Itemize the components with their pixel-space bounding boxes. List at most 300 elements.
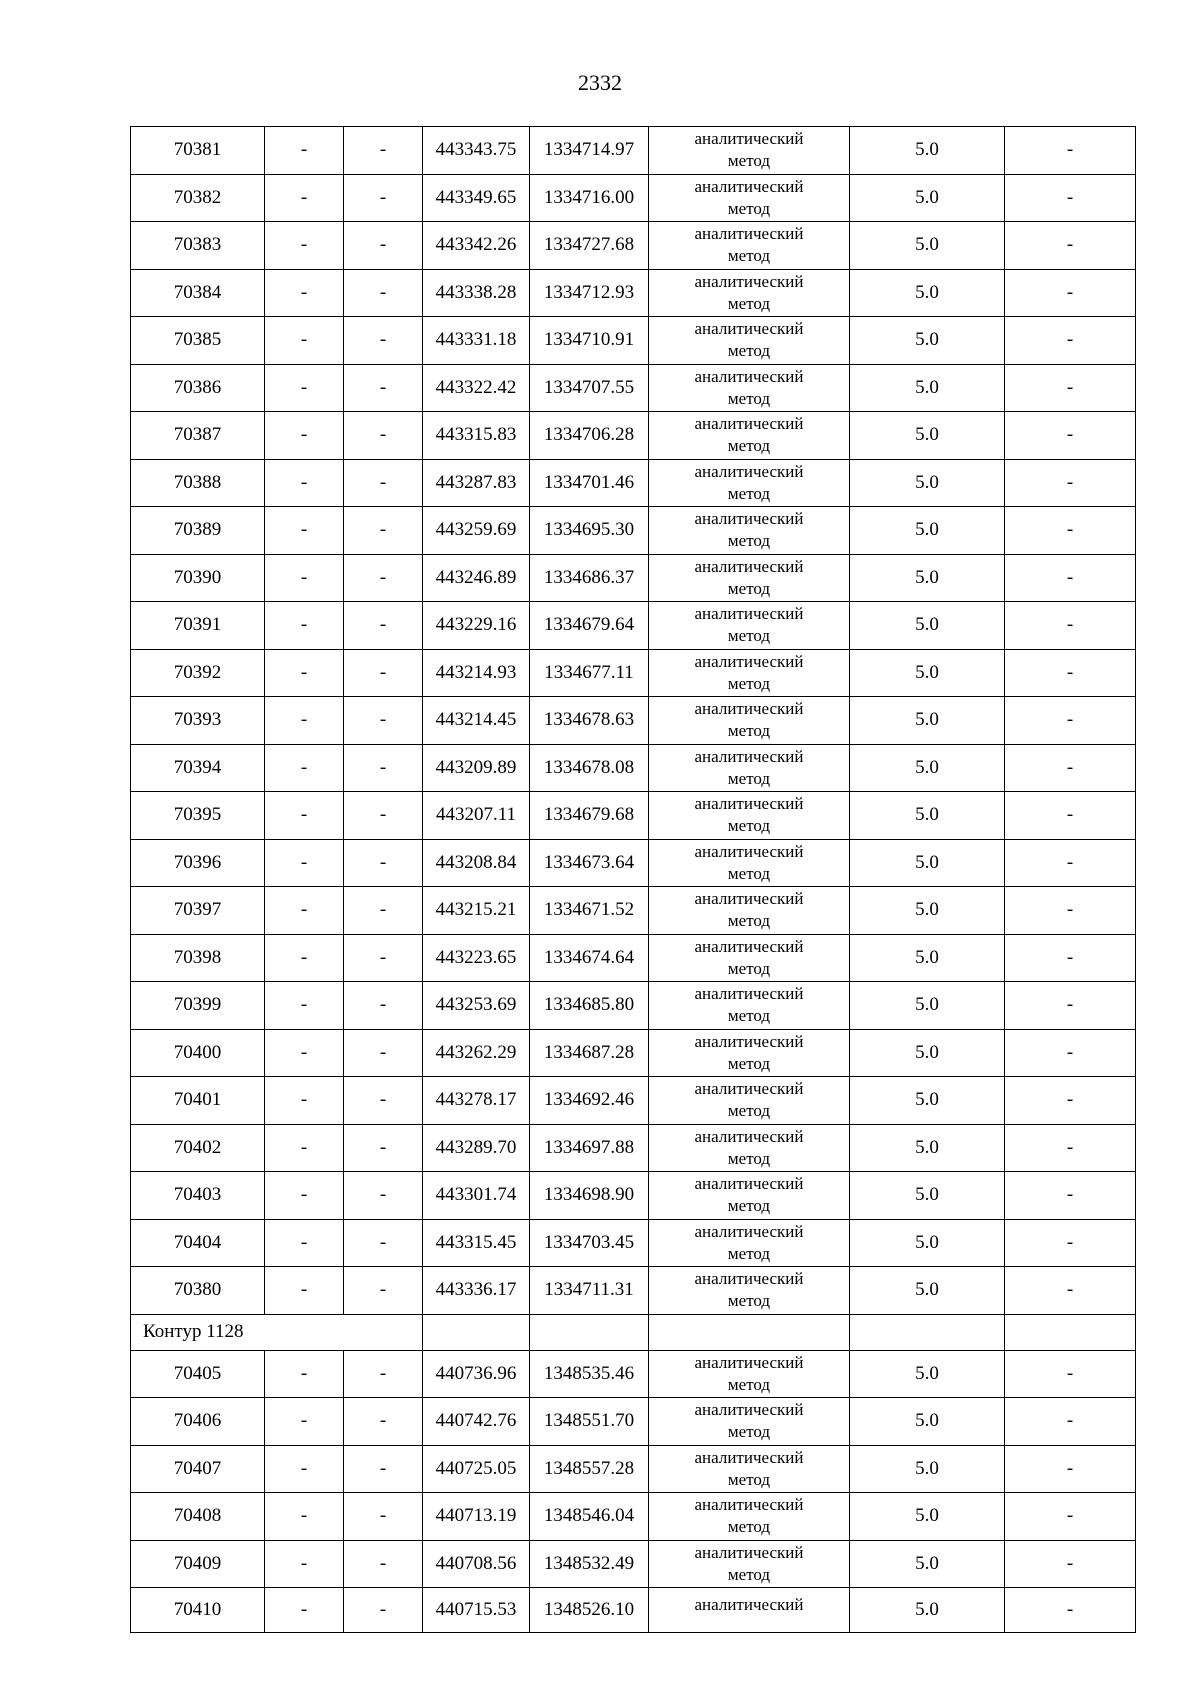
x-coordinate-cell: 443223.65 [423, 934, 530, 982]
dash-cell: - [1005, 507, 1136, 555]
method-line-2: метод [727, 1374, 771, 1394]
dash-cell: - [344, 1540, 423, 1588]
table-row [131, 1350, 1136, 1398]
x-coordinate-cell: 443278.17 [423, 1077, 530, 1125]
method-line-1: аналитический [694, 699, 804, 719]
dash-cell: - [265, 649, 344, 697]
dash-cell: - [344, 127, 423, 175]
accuracy-cell: 5.0 [850, 1219, 1005, 1267]
point-id-cell: 70398 [131, 934, 265, 982]
y-coordinate-cell: 1334679.68 [530, 792, 649, 840]
dash-cell: - [265, 934, 344, 982]
point-id-cell: 70396 [131, 839, 265, 887]
method-line-2: метод [727, 1564, 771, 1584]
y-coordinate-cell: 1334716.00 [530, 174, 649, 222]
method-line-1: аналитический [694, 414, 804, 434]
method-line-2: метод [727, 816, 771, 836]
dash-cell: - [265, 602, 344, 650]
dash-cell: - [344, 934, 423, 982]
point-id-cell: 70407 [131, 1445, 265, 1493]
method-line-2: метод [727, 1422, 771, 1442]
x-coordinate-cell: 443208.84 [423, 839, 530, 887]
table-row [131, 649, 1136, 697]
method-cell [649, 602, 850, 650]
dash-cell: - [344, 1398, 423, 1446]
method-line-1: аналитический [694, 1269, 804, 1289]
dash-cell: - [265, 459, 344, 507]
x-coordinate-cell: 443259.69 [423, 507, 530, 555]
dash-cell: - [265, 744, 344, 792]
accuracy-cell: 5.0 [850, 507, 1005, 555]
dash-cell: - [265, 364, 344, 412]
method-line-2: метод [727, 578, 771, 598]
dash-cell: - [344, 222, 423, 270]
accuracy-cell: 5.0 [850, 1124, 1005, 1172]
method-line-1: аналитический [694, 129, 804, 149]
table-row [131, 602, 1136, 650]
method-line-2: метод [727, 1469, 771, 1489]
dash-cell: - [344, 649, 423, 697]
table-row [131, 792, 1136, 840]
dash-cell: - [1005, 412, 1136, 460]
dash-cell: - [1005, 1172, 1136, 1220]
accuracy-cell: 5.0 [850, 364, 1005, 412]
method-cell [649, 649, 850, 697]
point-id-cell: 70392 [131, 649, 265, 697]
dash-cell: - [1005, 649, 1136, 697]
method-line-2: метод [727, 911, 771, 931]
y-coordinate-cell: 1334701.46 [530, 459, 649, 507]
dash-cell: - [1005, 554, 1136, 602]
point-id-cell: 70389 [131, 507, 265, 555]
accuracy-cell: 5.0 [850, 1588, 1005, 1633]
method-cell [649, 1398, 850, 1446]
method-line-2: метод [727, 673, 771, 693]
method-cell [649, 459, 850, 507]
x-coordinate-cell: 440742.76 [423, 1398, 530, 1446]
x-coordinate-cell: 443343.75 [423, 127, 530, 175]
method-line-1: аналитический [694, 1126, 804, 1146]
x-coordinate-cell: 443349.65 [423, 174, 530, 222]
method-line-2: метод [727, 1243, 771, 1263]
dash-cell: - [344, 744, 423, 792]
dash-cell: - [1005, 1493, 1136, 1541]
method-line-1: аналитический [694, 1352, 804, 1372]
table-row [131, 222, 1136, 270]
dash-cell: - [1005, 1267, 1136, 1315]
table-row [131, 412, 1136, 460]
table-row [131, 1124, 1136, 1172]
method-line-1: аналитический [694, 746, 804, 766]
dash-cell: - [344, 269, 423, 317]
x-coordinate-cell: 440736.96 [423, 1350, 530, 1398]
method-cell [649, 1219, 850, 1267]
method-line-1: аналитический [694, 1495, 804, 1515]
point-id-cell: 70395 [131, 792, 265, 840]
method-cell [649, 1077, 850, 1125]
method-cell [649, 1588, 850, 1633]
method-line-2: метод [727, 436, 771, 456]
dash-cell: - [265, 839, 344, 887]
accuracy-cell: 5.0 [850, 554, 1005, 602]
method-cell [649, 1540, 850, 1588]
accuracy-cell: 5.0 [850, 839, 1005, 887]
dash-cell: - [265, 507, 344, 555]
method-line-2: метод [727, 863, 771, 883]
coordinates-table [130, 126, 1136, 1633]
dash-cell: - [344, 459, 423, 507]
accuracy-cell: 5.0 [850, 1493, 1005, 1541]
table-row [131, 127, 1136, 175]
point-id-cell: 70394 [131, 744, 265, 792]
x-coordinate-cell: 440725.05 [423, 1445, 530, 1493]
table-row [131, 174, 1136, 222]
dash-cell: - [1005, 602, 1136, 650]
point-id-cell: 70382 [131, 174, 265, 222]
dash-cell: - [344, 1350, 423, 1398]
dash-cell: - [1005, 1124, 1136, 1172]
method-line-1: аналитический [694, 1595, 804, 1614]
dash-cell: - [1005, 982, 1136, 1030]
point-id-cell: 70402 [131, 1124, 265, 1172]
method-line-1: аналитический [694, 1542, 804, 1562]
dash-cell: - [265, 1219, 344, 1267]
point-id-cell: 70386 [131, 364, 265, 412]
accuracy-cell: 5.0 [850, 222, 1005, 270]
table-row [131, 459, 1136, 507]
empty-cell [1005, 1314, 1136, 1350]
dash-cell: - [1005, 887, 1136, 935]
dash-cell: - [344, 602, 423, 650]
method-line-1: аналитический [694, 651, 804, 671]
dash-cell: - [344, 364, 423, 412]
dash-cell: - [344, 887, 423, 935]
y-coordinate-cell: 1348526.10 [530, 1588, 649, 1633]
accuracy-cell: 5.0 [850, 792, 1005, 840]
dash-cell: - [1005, 317, 1136, 365]
method-line-1: аналитический [694, 794, 804, 814]
dash-cell: - [344, 174, 423, 222]
method-line-1: аналитический [694, 1079, 804, 1099]
method-line-1: аналитический [694, 1221, 804, 1241]
dash-cell: - [344, 1493, 423, 1541]
dash-cell: - [265, 269, 344, 317]
x-coordinate-cell: 443336.17 [423, 1267, 530, 1315]
x-coordinate-cell: 443342.26 [423, 222, 530, 270]
y-coordinate-cell: 1334711.31 [530, 1267, 649, 1315]
x-coordinate-cell: 443207.11 [423, 792, 530, 840]
dash-cell: - [1005, 697, 1136, 745]
y-coordinate-cell: 1348551.70 [530, 1398, 649, 1446]
dash-cell: - [265, 1398, 344, 1446]
point-id-cell: 70404 [131, 1219, 265, 1267]
dash-cell: - [1005, 1029, 1136, 1077]
method-cell [649, 1445, 850, 1493]
method-cell [649, 554, 850, 602]
method-line-2: метод [727, 531, 771, 551]
empty-cell [423, 1314, 530, 1350]
dash-cell: - [344, 1077, 423, 1125]
method-cell [649, 887, 850, 935]
dash-cell: - [344, 1267, 423, 1315]
x-coordinate-cell: 443322.42 [423, 364, 530, 412]
table-row [131, 269, 1136, 317]
dash-cell: - [1005, 1398, 1136, 1446]
method-cell [649, 1350, 850, 1398]
x-coordinate-cell: 443262.29 [423, 1029, 530, 1077]
point-id-cell: 70401 [131, 1077, 265, 1125]
dash-cell: - [265, 1267, 344, 1315]
dash-cell: - [1005, 1588, 1136, 1633]
dash-cell: - [1005, 127, 1136, 175]
y-coordinate-cell: 1334678.63 [530, 697, 649, 745]
x-coordinate-cell: 443301.74 [423, 1172, 530, 1220]
method-cell [649, 269, 850, 317]
dash-cell: - [1005, 1077, 1136, 1125]
method-cell [649, 364, 850, 412]
dash-cell: - [344, 554, 423, 602]
dash-cell: - [1005, 1350, 1136, 1398]
dash-cell: - [1005, 459, 1136, 507]
method-line-2: метод [727, 626, 771, 646]
point-id-cell: 70387 [131, 412, 265, 460]
dash-cell: - [344, 507, 423, 555]
method-line-2: метод [727, 246, 771, 266]
dash-cell: - [344, 1219, 423, 1267]
method-line-1: аналитический [694, 1400, 804, 1420]
y-coordinate-cell: 1334712.93 [530, 269, 649, 317]
method-line-1: аналитический [694, 366, 804, 386]
contour-header-row [131, 1314, 1136, 1350]
dash-cell: - [265, 127, 344, 175]
x-coordinate-cell: 443246.89 [423, 554, 530, 602]
point-id-cell: 70408 [131, 1493, 265, 1541]
method-line-1: аналитический [694, 936, 804, 956]
method-line-2: метод [727, 1148, 771, 1168]
x-coordinate-cell: 443209.89 [423, 744, 530, 792]
x-coordinate-cell: 443215.21 [423, 887, 530, 935]
dash-cell: - [265, 1077, 344, 1125]
dash-cell: - [1005, 174, 1136, 222]
method-line-2: метод [727, 151, 771, 171]
method-line-2: метод [727, 1291, 771, 1311]
y-coordinate-cell: 1334698.90 [530, 1172, 649, 1220]
accuracy-cell: 5.0 [850, 602, 1005, 650]
point-id-cell: 70399 [131, 982, 265, 1030]
dash-cell: - [344, 982, 423, 1030]
method-cell [649, 697, 850, 745]
y-coordinate-cell: 1348557.28 [530, 1445, 649, 1493]
y-coordinate-cell: 1334687.28 [530, 1029, 649, 1077]
accuracy-cell: 5.0 [850, 649, 1005, 697]
method-cell [649, 412, 850, 460]
method-cell [649, 1029, 850, 1077]
method-line-1: аналитический [694, 556, 804, 576]
dash-cell: - [265, 1540, 344, 1588]
dash-cell: - [265, 317, 344, 365]
method-cell [649, 934, 850, 982]
dash-cell: - [344, 1172, 423, 1220]
dash-cell: - [1005, 792, 1136, 840]
y-coordinate-cell: 1334703.45 [530, 1219, 649, 1267]
method-line-2: метод [727, 721, 771, 741]
accuracy-cell: 5.0 [850, 982, 1005, 1030]
point-id-cell: 70409 [131, 1540, 265, 1588]
dash-cell: - [344, 317, 423, 365]
method-cell [649, 507, 850, 555]
table-row [131, 887, 1136, 935]
method-cell [649, 744, 850, 792]
method-cell [649, 1493, 850, 1541]
method-line-1: аналитический [694, 224, 804, 244]
dash-cell: - [344, 839, 423, 887]
dash-cell: - [344, 697, 423, 745]
accuracy-cell: 5.0 [850, 887, 1005, 935]
table-row [131, 982, 1136, 1030]
table-row [131, 697, 1136, 745]
empty-cell [530, 1314, 649, 1350]
method-line-2: метод [727, 483, 771, 503]
table-row [131, 1172, 1136, 1220]
method-cell [649, 1267, 850, 1315]
dash-cell: - [1005, 364, 1136, 412]
accuracy-cell: 5.0 [850, 269, 1005, 317]
accuracy-cell: 5.0 [850, 934, 1005, 982]
point-id-cell: 70388 [131, 459, 265, 507]
method-line-2: метод [727, 198, 771, 218]
dash-cell: - [265, 1588, 344, 1633]
method-line-1: аналитический [694, 1174, 804, 1194]
point-id-cell: 70406 [131, 1398, 265, 1446]
dash-cell: - [344, 412, 423, 460]
dash-cell: - [265, 222, 344, 270]
method-cell [649, 792, 850, 840]
y-coordinate-cell: 1348535.46 [530, 1350, 649, 1398]
method-line-2: метод [727, 958, 771, 978]
method-cell [649, 317, 850, 365]
accuracy-cell: 5.0 [850, 127, 1005, 175]
method-line-1: аналитический [694, 319, 804, 339]
dash-cell: - [1005, 222, 1136, 270]
y-coordinate-cell: 1334674.64 [530, 934, 649, 982]
y-coordinate-cell: 1334707.55 [530, 364, 649, 412]
point-id-cell: 70393 [131, 697, 265, 745]
method-cell [649, 222, 850, 270]
method-line-1: аналитический [694, 984, 804, 1004]
dash-cell: - [265, 1124, 344, 1172]
page-number: 2332 [578, 70, 622, 95]
method-line-2: метод [727, 1196, 771, 1216]
table-row [131, 1219, 1136, 1267]
y-coordinate-cell: 1334697.88 [530, 1124, 649, 1172]
table-row [131, 934, 1136, 982]
x-coordinate-cell: 443315.45 [423, 1219, 530, 1267]
accuracy-cell: 5.0 [850, 459, 1005, 507]
point-id-cell: 70410 [131, 1588, 265, 1633]
method-line-1: аналитический [694, 841, 804, 861]
dash-cell: - [265, 554, 344, 602]
empty-cell [649, 1314, 850, 1350]
x-coordinate-cell: 443214.45 [423, 697, 530, 745]
dash-cell: - [265, 1350, 344, 1398]
dash-cell: - [265, 982, 344, 1030]
y-coordinate-cell: 1334673.64 [530, 839, 649, 887]
table-row [131, 364, 1136, 412]
x-coordinate-cell: 440713.19 [423, 1493, 530, 1541]
x-coordinate-cell: 440715.53 [423, 1588, 530, 1633]
method-line-2: метод [727, 293, 771, 313]
point-id-cell: 70383 [131, 222, 265, 270]
accuracy-cell: 5.0 [850, 1267, 1005, 1315]
x-coordinate-cell: 443253.69 [423, 982, 530, 1030]
x-coordinate-cell: 443289.70 [423, 1124, 530, 1172]
point-id-cell: 70384 [131, 269, 265, 317]
method-line-1: аналитический [694, 1031, 804, 1051]
point-id-cell: 70397 [131, 887, 265, 935]
dash-cell: - [1005, 1540, 1136, 1588]
method-cell [649, 1172, 850, 1220]
accuracy-cell: 5.0 [850, 412, 1005, 460]
table-row [131, 1588, 1136, 1633]
accuracy-cell: 5.0 [850, 1029, 1005, 1077]
method-line-1: аналитический [694, 604, 804, 624]
point-id-cell: 70390 [131, 554, 265, 602]
y-coordinate-cell: 1334685.80 [530, 982, 649, 1030]
dash-cell: - [265, 697, 344, 745]
y-coordinate-cell: 1334695.30 [530, 507, 649, 555]
x-coordinate-cell: 440708.56 [423, 1540, 530, 1588]
dash-cell: - [344, 1445, 423, 1493]
accuracy-cell: 5.0 [850, 1445, 1005, 1493]
point-id-cell: 70391 [131, 602, 265, 650]
dash-cell: - [265, 1445, 344, 1493]
point-id-cell: 70385 [131, 317, 265, 365]
method-line-2: метод [727, 341, 771, 361]
method-cell [649, 174, 850, 222]
method-cell [649, 127, 850, 175]
method-line-1: аналитический [694, 1447, 804, 1467]
point-id-cell: 70403 [131, 1172, 265, 1220]
y-coordinate-cell: 1334692.46 [530, 1077, 649, 1125]
dash-cell: - [265, 1493, 344, 1541]
y-coordinate-cell: 1334677.11 [530, 649, 649, 697]
y-coordinate-cell: 1348546.04 [530, 1493, 649, 1541]
table-row [131, 744, 1136, 792]
dash-cell: - [265, 887, 344, 935]
accuracy-cell: 5.0 [850, 1398, 1005, 1446]
method-line-1: аналитический [694, 509, 804, 529]
accuracy-cell: 5.0 [850, 744, 1005, 792]
dash-cell: - [344, 1029, 423, 1077]
y-coordinate-cell: 1334714.97 [530, 127, 649, 175]
method-line-2: метод [727, 1053, 771, 1073]
dash-cell: - [265, 412, 344, 460]
method-line-1: аналитический [694, 461, 804, 481]
method-line-1: аналитический [694, 176, 804, 196]
accuracy-cell: 5.0 [850, 697, 1005, 745]
x-coordinate-cell: 443287.83 [423, 459, 530, 507]
accuracy-cell: 5.0 [850, 1077, 1005, 1125]
method-line-2: метод [727, 1006, 771, 1026]
x-coordinate-cell: 443315.83 [423, 412, 530, 460]
method-cell [649, 982, 850, 1030]
x-coordinate-cell: 443214.93 [423, 649, 530, 697]
dash-cell: - [344, 1588, 423, 1633]
method-line-2: метод [727, 388, 771, 408]
dash-cell: - [344, 792, 423, 840]
table-row [131, 1029, 1136, 1077]
method-cell [649, 1124, 850, 1172]
